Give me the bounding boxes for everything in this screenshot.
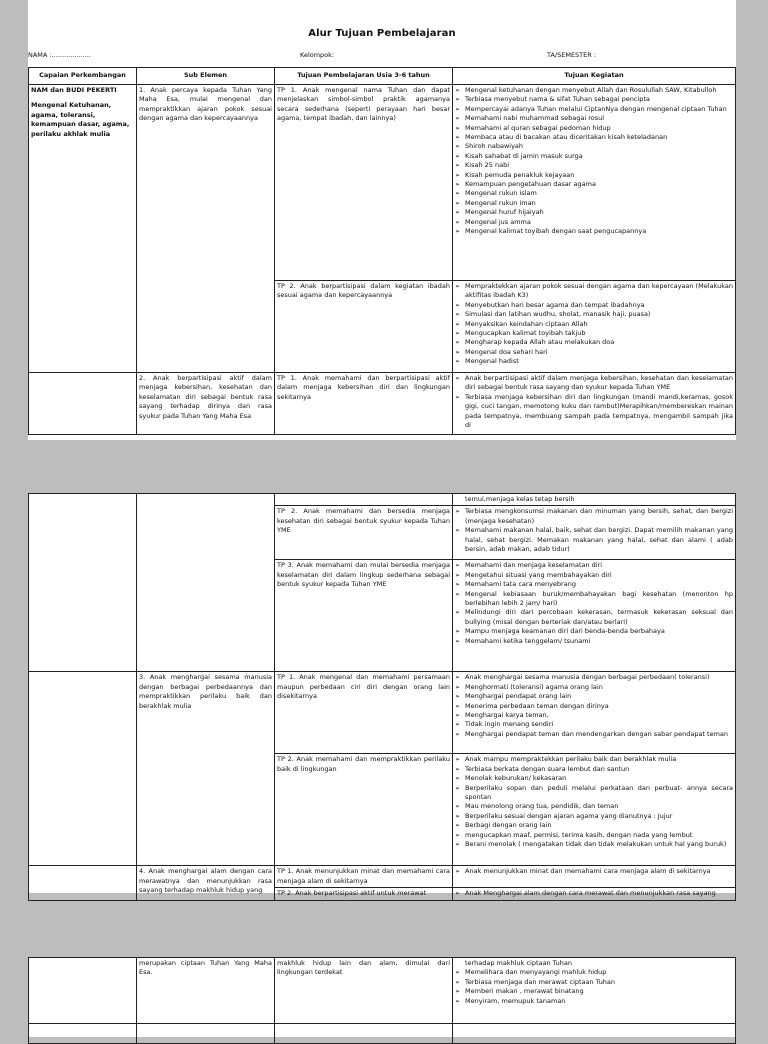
kegiatan-item: ➢ Kisah 25 nabi — [455, 161, 733, 170]
kegiatan-cell — [453, 281, 736, 373]
kegiatan-item: ➢ Menghargai pendapat orang lain — [455, 692, 733, 701]
table-row — [29, 866, 736, 888]
kegiatan-cell — [453, 672, 736, 754]
sub-elemen-cell — [137, 1024, 275, 1044]
capaian-desc: Mengenal Ketuhanan, agama, toleransi, kemampuan dasar, agama, perilaku akhlak mulia — [31, 101, 130, 138]
kegiatan-list — [455, 889, 733, 898]
tp-cell: TP 1. Anak mengenal nama Tuhan dan dapat menjelaskan simbol-simbol praktik agamanya secara sederhana (seperti perayaan hari besar agama, tempat ibadah, dan lainnya) — [275, 85, 453, 281]
kegiatan-item: ➢ Simulasi dan latihan wudhu, sholat, manasik haji, puasa) — [455, 310, 733, 319]
kegiatan-item: ➢ Terbiasa menjaga kebersihan diri dan lingkungan (mandi mandi,keramas, gosok gigi, cuci tangan, memotong kuku dan rambut)Merapihkan/membereskan mainan pada tempatnya, membuang sampah pada tempatnya, mengambil sampah jika di — [455, 393, 733, 431]
tp-cell: TP 2. Anak berpartisipasi aktif untuk merawat — [275, 888, 453, 900]
document-page-1 — [28, 0, 736, 440]
kegiatan-item: ➢ Mengenal huruf hijaiyah — [455, 208, 733, 217]
kegiatan-item: ➢ Kemampuan pengetahuan dasar agama — [455, 180, 733, 189]
kegiatan-item: ➢ Anak Menghargai alam dengan cara merawat dan menunjukkan rasa sayang — [455, 889, 733, 898]
kegiatan-item: ➢ Berperilaku sopan dan peduli melalui perkataan dan perbuat- annya secara spontan — [455, 784, 733, 803]
kegiatan-item: ➢ Mengenal kalimat toyibah dengan saat pengucapannya — [455, 227, 733, 236]
sub-elemen-cell — [137, 494, 275, 672]
sub-elemen-cell: 1. Anak percaya kepada Tuhan Yang Maha Esa, mulai mengenal dan mempraktikkan ajaran pokok sesuai dengan agama dan kepercayaannya — [137, 85, 275, 373]
kegiatan-item: ➢ Memahami makanan halal, baik, sehat dan bergizi. Dapat memilih makanan yang halal, sehat bergizi. Memakan makanan yang halal, sehat dan alami ( adab bersin, adab makan, adab tidur) — [455, 526, 733, 554]
kegiatan-item: ➢ Mengenal jus amma — [455, 218, 733, 227]
document-title: Alur Tujuan Pembelajaran — [308, 28, 456, 39]
kegiatan-item: ➢ Menyiram, memupuk tanaman — [455, 997, 733, 1006]
kegiatan-item: ➢ Mampu menjaga keamanan diri dari benda-benda berbahaya — [455, 627, 733, 636]
kegiatan-item: ➢ Tidak ingin menang sendiri — [455, 720, 733, 729]
kegiatan-item: ➢ Mempercayai adanya Tuhan melalui CiptanNya dengan mengenal ciptaan Tuhan — [455, 105, 733, 114]
capaian-cell — [29, 373, 137, 435]
kelompok-field: Kelompok: — [300, 51, 335, 59]
table-row — [29, 1024, 736, 1044]
kegiatan-cell — [453, 1024, 736, 1044]
kegiatan-item: ➢ Shiroh nabawiyah — [455, 142, 733, 151]
kegiatan-item: ➢ Menghargai karya teman, — [455, 711, 733, 720]
tp-cell — [275, 1024, 453, 1044]
kegiatan-item: ➢ Mempraktekkan ajaran pokok sesuai dengan agama dan kepercayaan (Melakukan aktifitas ibadah K3) — [455, 282, 733, 301]
kegiatan-item: ➢ Mengenal rukun islam — [455, 189, 733, 198]
kegiatan-item: ➢ Berbagi dengan orang lain — [455, 821, 733, 830]
kegiatan-list — [455, 968, 733, 1006]
kegiatan-item: ➢ Membaca atau di bacakan atau diceritakan kisah keteladanan — [455, 133, 733, 142]
kegiatan-item: ➢ Mau menolong orang tua, pendidik, dan teman — [455, 802, 733, 811]
kegiatan-item: ➢ Menghargai pendapat teman dan mendengarkan dengan sabar pendapat teman — [455, 730, 733, 739]
sub-elemen-cell: 4. Anak menghargai alam dengan cara merawatnya dan menunjukkan rasa sayang terhadap makhluk hidup yang — [137, 866, 275, 900]
table-row — [29, 958, 736, 1024]
sub-elemen-cell: 2. Anak berpartisipasi aktif dalam menjaga kebersihan, kesehatan dan keselamatan diri sebagai bentuk rasa sayang terhadap dirinya dan rasa syukur pada Tuhan Yang Maha Esa — [137, 373, 275, 435]
capaian-cell — [29, 958, 137, 1024]
kegiatan-item: ➢ Memahami nabi muhammad sebagai rosul — [455, 114, 733, 123]
kegiatan-item: ➢ Memahami dan menjaga keselamatan diri — [455, 561, 733, 570]
sub-elemen-cell — [137, 958, 275, 1024]
capaian-cell — [29, 866, 137, 900]
tp-continued: makhluk hidup lain dan alam, dimulai dari lingkungan terdekat — [277, 959, 450, 977]
kegiatan-item: ➢ Mengharap kepada Allah atau melakukan doa — [455, 338, 733, 347]
kegiatan-cell — [453, 506, 736, 560]
sub-elemen-cell: 3. Anak menghargai sesama manusia dengan berbagai perbedaannya dan mempraktikkan perilaku baik dan berakhlak mulia — [137, 672, 275, 866]
kegiatan-continued: terhadap makhluk ciptaan Tuhan — [465, 959, 572, 967]
kegiatan-list — [455, 673, 733, 739]
column-header: Tujuan Kegiatan — [453, 68, 736, 85]
tp-cell: TP 3. Anak memahami dan mulai bersedia menjaga keselamatan diri dalam lingkup sederhana sebagai bentuk syukur kepada Tuhan YME — [275, 560, 453, 672]
kegiatan-item: ➢ Memberi makan , merawat binatang — [455, 987, 733, 996]
tp-cell: TP 2. Anak memahami dan mempraktikkan perilaku baik di lingkungan — [275, 754, 453, 866]
kegiatan-item: ➢ Terbiasa berkata dengan suara lembut dan santun — [455, 765, 733, 774]
capaian-cell — [29, 1024, 137, 1044]
kegiatan-item: ➢ Memahami al quran sebagai pedoman hidup — [455, 124, 733, 133]
kegiatan-cell — [453, 85, 736, 281]
kegiatan-cell — [453, 494, 736, 506]
kegiatan-cell — [453, 754, 736, 866]
kegiatan-item: ➢ Terbiasa mengkonsumsi makanan dan minuman yang bersih, sehat, dan bergizi (menjaga kesehatan) — [455, 507, 733, 526]
tp-cell: TP 1. Anak mengenal dan memahami persamaan maupun perbedaan ciri diri dengan orang lain disekitarnya — [275, 672, 453, 754]
kegiatan-item: ➢ Memelihara dan menyayangi mahluk hidup — [455, 968, 733, 977]
kegiatan-list — [455, 374, 733, 430]
capaian-cell — [29, 85, 137, 373]
tp-cell: TP 1. Anak menunjukkan minat dan memahami cara menjaga alam di sekitarnya — [275, 866, 453, 888]
nama-field: NAMA :................... — [28, 51, 91, 59]
kegiatan-item: ➢ Mengetahui situasi yang membahayakan diri — [455, 571, 733, 580]
kegiatan-item: ➢ Mengenal ketuhanan dengan menyebut Allah dan Rosulullah SAW, Kitabulloh — [455, 86, 733, 95]
kegiatan-item: ➢ Berani menolak ( mengatakan tidak dan tidak melakukan untuk hal yang buruk) — [455, 840, 733, 849]
kegiatan-item: ➢ Menolak keburukan/ kekasaran — [455, 774, 733, 783]
column-header: Capaian Perkembangan — [29, 68, 137, 85]
kegiatan-item: ➢ Anak menunjukkan minat dan memahami cara menjaga alam di sekitarnya — [455, 867, 733, 876]
kegiatan-list — [455, 86, 733, 237]
semester-field: TA/SEMESTER : — [547, 51, 597, 59]
kegiatan-item: ➢ mengucapkan maaf, permisi, terima kasih, dengan nada yang lembut — [455, 831, 733, 840]
kegiatan-list — [455, 507, 733, 554]
kegiatan-list — [455, 282, 733, 367]
kegiatan-item: ➢ Mengenal hadist — [455, 357, 733, 366]
kegiatan-item: ➢ Kisah pemuda penakluk kejayaan — [455, 171, 733, 180]
kegiatan-item: ➢ Berperilaku sesuai dengan ajaran agama yang dianutnya : Jujur — [455, 812, 733, 821]
kegiatan-item: ➢ Memahami tata cara menyebrang — [455, 580, 733, 589]
kegiatan-list — [455, 867, 733, 876]
column-header: Tujuan Pembelajaran Usia 3-6 tahun — [275, 68, 453, 85]
kegiatan-item: ➢ Menghormati (toleransi) agama orang lain — [455, 683, 733, 692]
atp-table-page-3 — [28, 957, 736, 1044]
kegiatan-item: ➢ Anak mampu mempraktekkan perilaku baik dan berakhlak mulia — [455, 755, 733, 764]
kegiatan-item: ➢ Terbiasa menjaga dan merawat ciptaan Tuhan — [455, 978, 733, 987]
table-row — [29, 373, 736, 435]
capaian-cell — [29, 494, 137, 672]
kegiatan-item: ➢ Anak berpartisipasi aktif dalam menjaga kebersihan, kesehatan dan keselamatan diri sebagai bentuk rasa sayang dan syukur kepada Tuhan YME — [455, 374, 733, 393]
kegiatan-cell — [453, 866, 736, 888]
kegiatan-continued: temui,menjaga kelas tetap bersih — [465, 495, 575, 503]
kegiatan-item: ➢ Memahami ketika tenggelam/ tsunami — [455, 637, 733, 646]
tp-cell: TP 2. Anak memahami dan bersedia menjaga kesehatan diri sebagai bentuk syukur kepada Tuhan YME — [275, 506, 453, 560]
capaian-cell — [29, 672, 137, 866]
kegiatan-item: ➢ Mengenal rukun iman — [455, 199, 733, 208]
table-row — [29, 85, 736, 281]
kegiatan-item: ➢ Menyaksikan keindahan ciptaan Allah — [455, 320, 733, 329]
kegiatan-item: ➢ Mengucapkan kalimat toyibah takjub — [455, 329, 733, 338]
document-page-2 — [28, 493, 736, 898]
atp-table-page-1 — [28, 67, 736, 435]
tp-cell — [275, 494, 453, 506]
atp-table-page-2 — [28, 493, 736, 901]
kegiatan-item: ➢ Menerima perbedaan teman dengan dirinya — [455, 702, 733, 711]
kegiatan-cell — [453, 888, 736, 900]
capaian-title: NAM dan BUDI PEKERTI — [31, 86, 117, 94]
tp-cell: TP 1. Anak memahami dan berpartisipasi aktif dalam menjaga kebersihan diri dan lingkungan sekitarnya — [275, 373, 453, 435]
sub-elemen-continued: merupakan ciptaan Tuhan Yang Maha Esa. — [139, 959, 272, 977]
column-header: Sub Elemen — [137, 68, 275, 85]
kegiatan-item: ➢ Melindungi diri dari percobaan kekerasan, termasuk kekerasan seksual dan bullying (misal dengan berteriak dan/atau berlari) — [455, 608, 733, 627]
kegiatan-list — [455, 755, 733, 849]
kegiatan-item: ➢ Mengenal kebiasaan buruk/membahayakan bagi kesehatan (menonton hp berlebihan lebih 2 jam/ hari) — [455, 590, 733, 609]
kegiatan-cell — [453, 373, 736, 435]
kegiatan-item: ➢ Terbiasa menyebut nama & sifat Tuhan sebagai pencipta — [455, 95, 733, 104]
kegiatan-item: ➢ Anak menghargai sesama manusia dengan berbagai perbedaan( toleransi) — [455, 673, 733, 682]
table-row — [29, 494, 736, 506]
table-row — [29, 672, 736, 754]
kegiatan-cell — [453, 958, 736, 1024]
tp-cell: TP 2. Anak berpartisipasi dalam kegiatan ibadah sesuai agama dan kepercayaannya — [275, 281, 453, 373]
tp-cell — [275, 958, 453, 1024]
document-page-3 — [28, 957, 736, 1037]
kegiatan-item: ➢ Mengenal doa sehari hari — [455, 348, 733, 357]
kegiatan-cell — [453, 560, 736, 672]
kegiatan-item: ➢ Menyebutkan hari besar agama dan tempat ibadahnya — [455, 301, 733, 310]
table-header-row — [29, 68, 736, 85]
kegiatan-list — [455, 561, 733, 646]
kegiatan-item: ➢ Kisah sahabat di jamin masuk surga — [455, 152, 733, 161]
